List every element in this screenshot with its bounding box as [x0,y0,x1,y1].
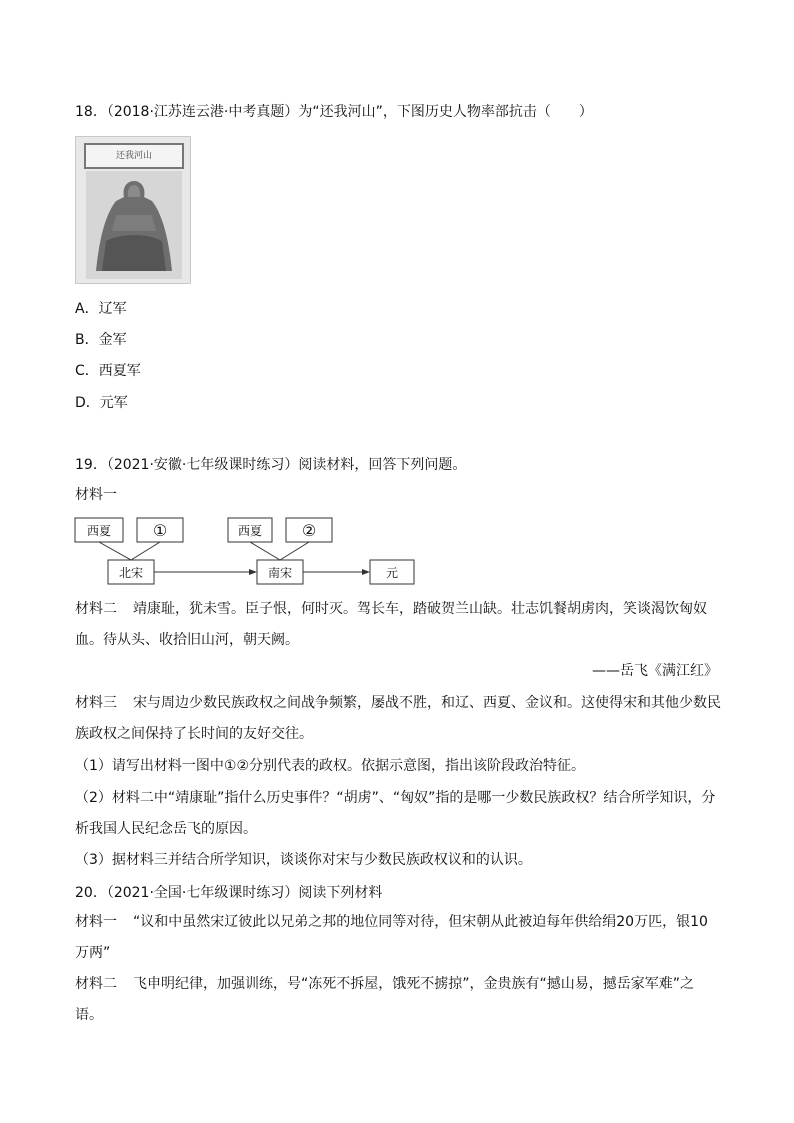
sub-question-1: （1）请写出材料一图中①②分别代表的政权。依据示意图，指出该阶段政治特征。 [75,758,586,774]
label-xixia-2: 西夏 [237,524,263,538]
arrow-1 [249,569,257,575]
sub-question-3: （3）据材料三并结合所学知识，谈谈你对宋与少数民族政权议和的认识。 [75,852,532,868]
material-2-paragraph [75,594,721,656]
q20-material-2-paragraph [75,969,721,1031]
material-3-paragraph [75,688,721,750]
label-nansong: 南宋 [267,566,293,580]
label-circle-2: ② [301,521,317,540]
material-1-label: 材料一 [75,487,117,503]
q20-material-2-label: 材料二 [75,976,117,992]
q20-material-2-text: 飞申明纪律，加强训练，号“冻死不拆屋，饿死不掳掠”，金贵族有“撼山易，撼岳家军难”之语。 [75,976,695,1023]
material-3-text: 宋与周边少数民族政权之间战争频繁，屡战不胜，和辽、西夏、金议和。这使得宋和其他少数民族政权之间保持了长时间的友好交往。 [75,695,721,742]
material-3-label: 材料三 [75,695,117,711]
q20-material-1-label: 材料一 [75,914,117,930]
dynasty-diagram [74,515,420,587]
material-2-text: 靖康耻，犹未雪。臣子恨，何时灭。驾长车，踏破贺兰山缺。壮志饥餐胡虏肉，笑谈渴饮匈奴血。待从头、收拾旧山河，朝天阙。 [75,601,707,648]
material-2-source: ——岳飞《满江红》 [592,663,718,679]
label-beisong: 北宋 [118,566,144,580]
question-20-title: 20．（2021·全国·七年级课时练习）阅读下列材料 [75,885,383,901]
option-c: C．西夏军 [75,363,141,379]
material-2-label: 材料二 [75,601,117,617]
label-circle-1: ① [152,521,168,540]
question-18-title: 18．（2018·江苏连云港·中考真题）为“还我河山”，下图历史人物率部抗击（ ） [75,104,593,120]
sub-question-2: （2）材料二中“靖康耻”指什么历史事件？“胡虏”、“匈奴”指的是哪一少数民族政权？结合所学知识，分析我国人民纪念岳飞的原因。 [75,790,716,837]
q20-material-1-paragraph [75,907,721,969]
question-19-title: 19．（2021·安徽·七年级课时练习）阅读材料，回答下列问题。 [75,457,467,473]
statue-figure-image [86,171,182,279]
option-a: A．辽军 [75,301,127,317]
yue-fei-statue-photo [75,136,191,284]
arrow-2 [362,569,370,575]
option-d: D．元军 [75,395,128,411]
photo-plaque: 还我河山 [84,143,184,169]
label-xixia-1: 西夏 [86,524,112,538]
option-b: B．金军 [75,332,127,348]
q20-material-1-text: “议和中虽然宋辽彼此以兄弟之邦的地位同等对待，但宋朝从此被迫每年供给绢20万匹，银10万两” [75,914,708,961]
label-yuan: 元 [385,566,399,580]
